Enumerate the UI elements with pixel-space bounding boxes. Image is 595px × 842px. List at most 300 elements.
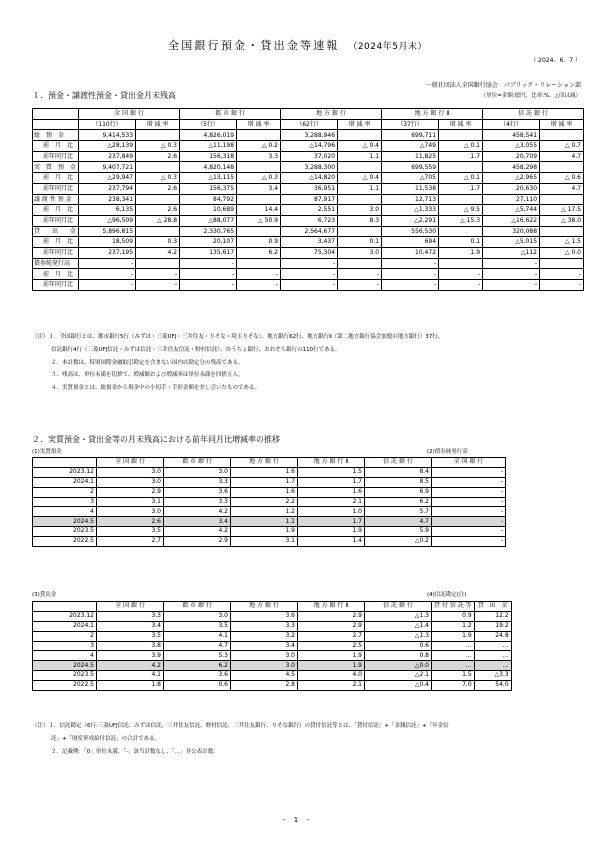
row-label: 総 預 金 (33, 130, 79, 141)
bank-header: 都 市 銀 行 (180, 109, 281, 120)
value-cell: 3.3 (164, 477, 231, 487)
value-cell: △0.0 (365, 661, 432, 671)
header-row-counts (33, 119, 584, 130)
value-cell: 4.1 (164, 631, 231, 641)
value-cell: … (474, 661, 511, 671)
value-cell: 4.2 (164, 527, 231, 537)
table-row (33, 477, 506, 487)
value-cell: 4.2 (164, 507, 231, 517)
value-cell: 1.9 (298, 527, 365, 537)
value-cell: 3.2 (231, 631, 298, 641)
value-cell: △1.3 (365, 611, 432, 621)
value-cell: 1.5 (432, 671, 475, 681)
rate-cell: 2.6 (136, 151, 180, 162)
value-cell: 1.2 (432, 621, 475, 631)
table-label-trust: (4)信託勘定(注) (427, 592, 467, 598)
value-cell: - (432, 537, 506, 547)
rate-cell: 0.1 (338, 237, 382, 248)
table-label-loans: (3)貸出金 (32, 592, 57, 598)
rate-cell: 3.4 (237, 183, 281, 194)
rate-cell: 0.9 (237, 237, 281, 248)
rate-cell: △ 0.7 (540, 141, 584, 152)
amount-cell: 237,849 (79, 151, 136, 162)
rate-cell: 4.7 (540, 151, 584, 162)
value-cell: 3.6 (164, 671, 231, 681)
amount-cell: 156,318 (180, 151, 237, 162)
value-cell: 3.3 (231, 621, 298, 631)
rate-cell: - (540, 269, 584, 280)
table-row (33, 631, 512, 641)
value-cell: 1.9 (231, 527, 298, 537)
value-cell: 1.1 (231, 517, 298, 527)
rate-cell (237, 130, 281, 141)
amount-cell: - (281, 269, 338, 280)
amount-cell: △112 (483, 247, 540, 258)
note-line: ３．残高は、単位未満を切捨て、増減額および増減率は単位未満を四捨五入。 (51, 372, 244, 379)
table-row (33, 130, 584, 141)
real-deposits-trend-table (32, 457, 506, 547)
column-header: 都 市 銀 行 (164, 602, 231, 612)
table-row (33, 467, 506, 477)
period-cell: 2023.5 (33, 527, 97, 537)
value-cell: 3.0 (231, 651, 298, 661)
value-cell: 1.2 (231, 507, 298, 517)
amount-cell: 10,472 (382, 247, 439, 258)
amount-cell: △28,139 (79, 141, 136, 152)
amount-cell: - (382, 258, 439, 269)
header-row (33, 602, 512, 612)
rate-cell (540, 226, 584, 237)
section1-units: （単位=金額:億円、比率:%、△印は減） (480, 93, 581, 99)
amount-cell: 4,820,148 (180, 162, 237, 173)
row-label: 前年同月比 (33, 215, 79, 226)
rate-cell: △ 28.8 (136, 215, 180, 226)
amount-cell: 556,530 (382, 226, 439, 237)
value-cell: 2.5 (298, 641, 365, 651)
amount-cell: △705 (382, 173, 439, 184)
value-cell: 3.8 (97, 641, 164, 651)
rate-cell: △ 0.1 (439, 141, 483, 152)
rate-cell: - (136, 269, 180, 280)
value-cell: 2.7 (97, 537, 164, 547)
value-cell: 0.6 (164, 681, 231, 691)
rate-cell (540, 258, 584, 269)
row-label: 前年同月比 (33, 183, 79, 194)
value-cell: 3.9 (97, 651, 164, 661)
amount-cell: - (382, 269, 439, 280)
amount-cell: 9,407,721 (79, 162, 136, 173)
value-cell: - (432, 487, 506, 497)
rate-cell (540, 162, 584, 173)
table-label-real-deposits: (1)実質預金 (32, 449, 62, 455)
rate-cell: 2.6 (136, 183, 180, 194)
value-cell: 3.3 (97, 611, 164, 621)
row-label: 前年同月比 (33, 151, 79, 162)
value-cell: 1.4 (298, 537, 365, 547)
table-row (33, 621, 512, 631)
rate-header: 増 減 率 (338, 119, 382, 130)
table-row (33, 269, 584, 280)
amount-cell: 2,551 (281, 205, 338, 216)
amount-cell: - (281, 280, 338, 291)
value-cell: 3.0 (231, 661, 298, 671)
amount-cell: 699,559 (382, 162, 439, 173)
column-header: 信 託 銀 行 (365, 602, 432, 612)
period-cell: 2022.5 (33, 537, 97, 547)
rate-cell: - (136, 280, 180, 291)
amount-cell: 36,951 (281, 183, 338, 194)
bank-count: （4行） (483, 119, 540, 130)
note-line: ２．記載例：「0」単位未満、「-」該当計数なし、「…」非公表計数。 (51, 748, 219, 755)
amount-cell: △29,947 (79, 173, 136, 184)
table-row (33, 205, 584, 216)
amount-cell: 37,020 (281, 151, 338, 162)
value-cell: 3.3 (164, 497, 231, 507)
value-cell: … (474, 641, 511, 651)
value-cell: - (432, 507, 506, 517)
rate-cell: 3.0 (338, 247, 382, 258)
amount-cell: 87,917 (281, 194, 338, 205)
amount-cell: 3,288,946 (281, 130, 338, 141)
title-period: （2024年5月末） (352, 42, 427, 52)
rate-cell: 1.9 (439, 247, 483, 258)
rate-cell: △ 50.9 (237, 215, 281, 226)
page-title (0, 37, 595, 53)
amount-cell: 694 (382, 237, 439, 248)
value-cell: … (432, 641, 475, 651)
rate-header: 増 減 率 (540, 119, 584, 130)
column-header: 全 国 銀 行 (97, 602, 164, 612)
rate-cell (237, 226, 281, 237)
value-cell: 2.9 (97, 487, 164, 497)
note-line: ２．本計数は、特別国際金融取引勘定を含まない国内店勘定分の残高である。 (51, 359, 244, 366)
value-cell: - (432, 477, 506, 487)
table-row (33, 151, 584, 162)
amount-cell: 6,723 (281, 215, 338, 226)
amount-cell: 20,709 (483, 151, 540, 162)
rate-header: 増 減 率 (136, 119, 180, 130)
amount-cell: 156,375 (180, 183, 237, 194)
value-cell: 5.7 (365, 507, 432, 517)
amount-cell: - (483, 280, 540, 291)
rate-cell: △ 0.6 (540, 173, 584, 184)
value-cell: △1.4 (365, 621, 432, 631)
bank-count: （62行） (281, 119, 338, 130)
row-label: 前年同月比 (33, 247, 79, 258)
bank-count: （37行） (382, 119, 439, 130)
amount-cell: 9,414,533 (79, 130, 136, 141)
amount-cell: 12,713 (382, 194, 439, 205)
amount-cell: 84,792 (180, 194, 237, 205)
amount-cell: △5,744 (483, 205, 540, 216)
rate-cell: 2.6 (136, 205, 180, 216)
value-cell: 0.9 (432, 611, 475, 621)
period-cell: 3 (33, 497, 97, 507)
column-header: 地 方 銀 行 Ⅱ (298, 458, 365, 468)
table-row (33, 247, 584, 258)
amount-cell: - (79, 258, 136, 269)
row-label: 前 月 比 (33, 141, 79, 152)
rate-cell: △ 38.0 (540, 215, 584, 226)
rate-cell (439, 194, 483, 205)
value-cell: 3.4 (231, 641, 298, 651)
rate-cell: △ 0.0 (540, 247, 584, 258)
column-header: 全 国 銀 行 (97, 458, 164, 468)
amount-cell: - (382, 280, 439, 291)
amount-cell: 18,509 (79, 237, 136, 248)
rate-cell (540, 130, 584, 141)
table-row (33, 661, 512, 671)
value-cell: 3.6 (231, 611, 298, 621)
value-cell: 3.0 (97, 507, 164, 517)
amount-cell: 10,689 (180, 205, 237, 216)
organization: 一般社団法人全国銀行協会 パブリック・リレーション部 (425, 82, 581, 89)
rate-cell (338, 258, 382, 269)
amount-cell: - (79, 280, 136, 291)
rate-cell: 8.3 (338, 215, 382, 226)
period-cell: 4 (33, 651, 97, 661)
amount-cell: △3,055 (483, 141, 540, 152)
bank-header: 地 方 銀 行 Ⅱ (382, 109, 483, 120)
value-cell: 2.9 (298, 611, 365, 621)
row-label: 前 月 比 (33, 205, 79, 216)
value-cell: 6.9 (365, 487, 432, 497)
amount-cell: 2,330,765 (180, 226, 237, 237)
table-row (33, 497, 506, 507)
rate-cell (338, 226, 382, 237)
rate-cell: 0.3 (136, 237, 180, 248)
rate-cell: 14.4 (237, 205, 281, 216)
value-cell: 3.6 (164, 487, 231, 497)
rate-cell (439, 258, 483, 269)
table-row (33, 173, 584, 184)
value-cell: 3.0 (97, 467, 164, 477)
amount-cell: 6,135 (79, 205, 136, 216)
rate-cell (136, 162, 180, 173)
rate-cell: △ 0.4 (338, 173, 382, 184)
row-label: 譲 渡 性 預 金 (33, 194, 79, 205)
value-cell: 2.7 (298, 631, 365, 641)
period-cell: 2024.5 (33, 661, 97, 671)
rate-cell (237, 258, 281, 269)
header-corner (33, 119, 79, 130)
amount-cell: - (483, 269, 540, 280)
note-line: （注）１．全国銀行とは、都市銀行5行（みずほ・三菱UFJ・三井住友・りそな・埼玉りそな）、地方銀行62行、地方銀行Ⅱ（第二地方銀行協会加盟の地方銀行）37行、 (32, 334, 444, 340)
value-cell: 2.9 (298, 621, 365, 631)
rate-cell (338, 130, 382, 141)
amount-cell: 5,896,815 (79, 226, 136, 237)
amount-cell: 238,341 (79, 194, 136, 205)
value-cell: 54.0 (474, 681, 511, 691)
rate-cell: - (237, 280, 281, 291)
rate-cell: 4.7 (540, 183, 584, 194)
section2-notes (32, 720, 577, 758)
amount-cell: △14,796 (281, 141, 338, 152)
rate-cell: △ 0.3 (237, 173, 281, 184)
rate-header: 増 減 率 (237, 119, 281, 130)
rate-cell (237, 162, 281, 173)
period-cell: 2024.1 (33, 621, 97, 631)
report-date: （ 2024．6．7 ） (530, 57, 581, 64)
amount-cell: 237,195 (79, 247, 136, 258)
rate-cell: △ 0.3 (136, 141, 180, 152)
amount-cell: 20,630 (483, 183, 540, 194)
table-row (33, 507, 506, 517)
value-cell: 4.7 (164, 641, 231, 651)
value-cell: 3.5 (97, 631, 164, 641)
amount-cell: △5,015 (483, 237, 540, 248)
amount-cell: 11,825 (382, 151, 439, 162)
value-cell: 4.5 (231, 671, 298, 681)
value-cell: 3.0 (164, 467, 231, 477)
table-row (33, 215, 584, 226)
value-cell: 7.0 (432, 681, 475, 691)
amount-cell: △88,077 (180, 215, 237, 226)
amount-cell: - (180, 280, 237, 291)
amount-cell: - (180, 258, 237, 269)
value-cell: … (432, 661, 475, 671)
section1-notes (32, 331, 572, 395)
value-cell: 2.1 (298, 497, 365, 507)
rate-cell: - (439, 269, 483, 280)
column-header: 信 託 銀 行 (365, 458, 432, 468)
table-row (33, 183, 584, 194)
row-label: 前年同月比 (33, 280, 79, 291)
amount-cell: △2,291 (382, 215, 439, 226)
rate-cell (136, 194, 180, 205)
value-cell: 1.5 (298, 467, 365, 477)
header-row (33, 458, 506, 468)
value-cell: 3.0 (164, 611, 231, 621)
rate-cell (136, 258, 180, 269)
value-cell: 0.8 (365, 651, 432, 661)
table-row (33, 537, 506, 547)
table-row (33, 681, 512, 691)
value-cell: 2.9 (164, 537, 231, 547)
note-line: （注）１．信託勘定（6行:三菱UFJ信託、みずほ信託、三井住友信託、野村信託、三井住友銀行、りそな銀行）の貸付信託等とは、「貸付信託」+「金銭信託」+「年金信 (32, 723, 449, 729)
amount-cell: 237,794 (79, 183, 136, 194)
table-label-bonds: (2)債券純発行高 (427, 449, 468, 455)
value-cell: 1.8 (97, 681, 164, 691)
bank-count: （110行） (79, 119, 136, 130)
column-header: 貸 出 金 (474, 602, 511, 612)
amount-cell: 3,288,300 (281, 162, 338, 173)
note-line: 託」+「財産形成給付信託」の合計である。 (51, 735, 161, 742)
value-cell: 2.1 (298, 681, 365, 691)
rate-cell: △ 15.3 (439, 215, 483, 226)
value-cell: 1.7 (231, 477, 298, 487)
value-cell: 1.6 (298, 487, 365, 497)
rate-cell: △ 17.5 (540, 205, 584, 216)
row-label: 貸 出 金 (33, 226, 79, 237)
rate-cell (338, 162, 382, 173)
value-cell: 3.1 (97, 497, 164, 507)
rate-cell (136, 226, 180, 237)
rate-cell: - (439, 280, 483, 291)
amount-cell: 11,538 (382, 183, 439, 194)
column-header: 地 方 銀 行 Ⅱ (298, 602, 365, 612)
value-cell: 3.0 (97, 477, 164, 487)
rate-cell: 3.0 (338, 205, 382, 216)
amount-cell: 4,826,019 (180, 130, 237, 141)
amount-cell: 2,564,677 (281, 226, 338, 237)
table-row (33, 258, 584, 269)
value-cell: - (432, 497, 506, 507)
value-cell: … (474, 651, 511, 661)
value-cell: 1.9 (432, 631, 475, 641)
value-cell: 3.4 (164, 517, 231, 527)
amount-cell: 20,107 (180, 237, 237, 248)
table-row (33, 141, 584, 152)
bank-header: 地 方 銀 行 (281, 109, 382, 120)
row-label: 債券純発行高 (33, 258, 79, 269)
rate-cell: △ 0.1 (439, 173, 483, 184)
value-cell: 1.7 (298, 517, 365, 527)
amount-cell: 458,541 (483, 130, 540, 141)
value-cell: 4.0 (298, 671, 365, 681)
value-cell: △0.4 (365, 681, 432, 691)
period-cell: 2023.5 (33, 671, 97, 681)
amount-cell: 320,088 (483, 226, 540, 237)
header-corner (33, 109, 79, 120)
rate-cell: 1.1 (338, 151, 382, 162)
value-cell: 3.5 (164, 621, 231, 631)
rate-cell: 3.3 (237, 151, 281, 162)
value-cell: 12.2 (474, 611, 511, 621)
rate-cell: △ 0.2 (237, 141, 281, 152)
amount-cell: 3,437 (281, 237, 338, 248)
rate-cell: △ 0.4 (338, 141, 382, 152)
amount-cell: - (483, 258, 540, 269)
rate-cell (237, 194, 281, 205)
bank-header: 信 託 銀 行 (483, 109, 584, 120)
period-cell: 2022.5 (33, 681, 97, 691)
table-row (33, 487, 506, 497)
rate-cell: 6.2 (237, 247, 281, 258)
value-cell: 4.2 (97, 661, 164, 671)
table-row (33, 671, 512, 681)
section1-heading: １．預金・譲渡性預金・貸出金月末残高 (32, 91, 176, 100)
value-cell: 3.1 (231, 537, 298, 547)
rate-cell: △ 1.5 (540, 237, 584, 248)
bank-header: 全 国 銀 行 (79, 109, 180, 120)
column-header: 都 市 銀 行 (164, 458, 231, 468)
rate-header: 増 減 率 (439, 119, 483, 130)
rate-cell (136, 130, 180, 141)
table-row (33, 194, 584, 205)
column-header: 全 国 銀 行 (432, 458, 506, 468)
bank-count: （5行） (180, 119, 237, 130)
value-cell: 5.3 (164, 651, 231, 661)
amount-cell: 699,711 (382, 130, 439, 141)
rate-cell: 1.1 (338, 183, 382, 194)
rate-cell (439, 162, 483, 173)
value-cell: 24.8 (474, 631, 511, 641)
value-cell: 8.4 (365, 467, 432, 477)
rate-cell (540, 194, 584, 205)
amount-cell: △14,820 (281, 173, 338, 184)
value-cell: 2.8 (231, 681, 298, 691)
period-cell: 3 (33, 641, 97, 651)
table-row (33, 162, 584, 173)
value-cell: 19.2 (474, 621, 511, 631)
value-cell: 1.9 (298, 651, 365, 661)
title-main: 全国銀行預金・貸出金等速報 (168, 39, 340, 52)
value-cell: - (432, 527, 506, 537)
value-cell: 3.5 (97, 527, 164, 537)
period-cell: 4 (33, 507, 97, 517)
row-label: 実 質 預 金 (33, 162, 79, 173)
